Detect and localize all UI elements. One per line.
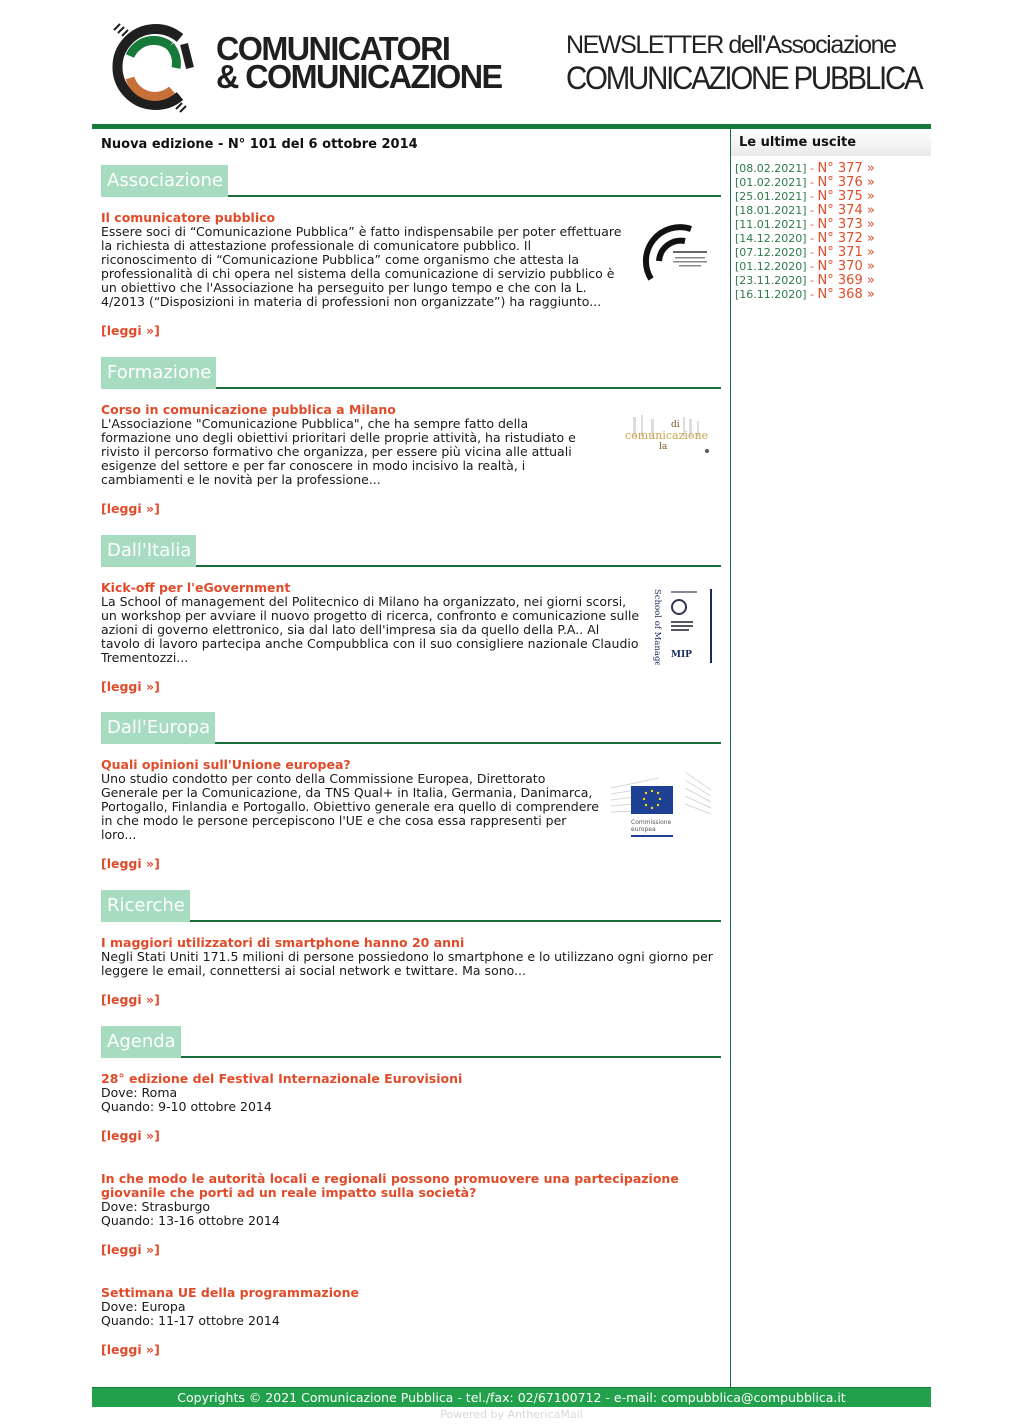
issue-number: N° 371 » — [817, 245, 875, 260]
issue-date: [01.02.2021] — [735, 176, 807, 189]
agenda-event — [101, 1072, 721, 1144]
brand-title — [216, 30, 502, 95]
article-title-link[interactable]: Corso in comunicazione pubblica a Milano — [101, 402, 396, 417]
issue-number: N° 369 » — [817, 273, 875, 288]
sidebar-title: Le ultime uscite — [731, 129, 931, 156]
event-location: Dove: Strasburgo — [101, 1199, 211, 1214]
event-date: Quando: 13-16 ottobre 2014 — [101, 1213, 280, 1228]
svg-text:Commissione: Commissione — [631, 819, 672, 826]
section-rule — [101, 1056, 721, 1058]
issue-list — [731, 156, 931, 300]
svg-text:School of Management: School of Management — [652, 589, 662, 665]
section-header — [101, 535, 721, 567]
footer-copyright: Copyrights © 2021 Comunicazione Pubblica - tel./fax: 02/67100712 - e-mail: compubblica@compubblica.it — [92, 1387, 931, 1407]
issue-date: [07.12.2020] — [735, 246, 807, 259]
read-more-link[interactable]: [leggi »] — [101, 679, 160, 694]
section-header — [101, 712, 721, 744]
article — [101, 581, 721, 695]
read-more-link[interactable]: [leggi »] — [101, 856, 160, 871]
newsletter-page — [92, 0, 931, 1421]
issue-date: [11.01.2021] — [735, 218, 807, 231]
school-of-management-logo-icon — [651, 587, 713, 665]
article-summary: L'Associazione "Comunicazione Pubblica", che ha sempre fatto della formazione uno degli obiettivi prioritari delle proprie attività, ha ristudiato e rivisto il percorso formativo che organizza, per essere più vicina alle attuali esigenze del settore e per far conoscere in modo incisivo la realtà, i cambiamenti e le novità per la professione... — [101, 416, 576, 487]
event-title-link[interactable]: In che modo le autorità locali e regionali possono promuovere una partecipazione giovanile che porti ad un reale impatto sulla società? — [101, 1171, 679, 1200]
section-title: Agenda — [101, 1026, 181, 1058]
event-location: Dove: Roma — [101, 1085, 178, 1100]
issue-number: N° 370 » — [817, 259, 875, 274]
event-title-link[interactable]: 28° edizione del Festival Internazionale Eurovisioni — [101, 1071, 463, 1086]
svg-text:la: la — [659, 442, 668, 452]
section-header — [101, 890, 721, 922]
comunicazione-pubblica-logo-icon — [639, 221, 713, 285]
read-more-link[interactable]: [leggi »] — [101, 501, 160, 516]
section-title: Formazione — [101, 357, 216, 389]
article-title-link[interactable]: Il comunicatore pubblico — [101, 210, 276, 225]
event-date: Quando: 9-10 ottobre 2014 — [101, 1099, 272, 1114]
circular-c-logo-icon — [110, 20, 196, 114]
european-commission-logo-icon — [609, 768, 713, 840]
section-formazione — [101, 357, 721, 517]
section-dall-europa — [101, 712, 721, 872]
newsletter-title — [566, 30, 952, 96]
issue-link[interactable]: [01.12.2020] - N° 370 » — [735, 259, 875, 274]
issue-number: N° 376 » — [817, 175, 875, 190]
event-date: Quando: 11-17 ottobre 2014 — [101, 1313, 280, 1328]
issue-date: [14.12.2020] — [735, 232, 807, 245]
agenda-event — [101, 1172, 721, 1258]
section-header — [101, 1026, 721, 1058]
issue-number: N° 375 » — [817, 189, 875, 204]
svg-text:di: di — [671, 420, 680, 430]
article-summary: La School of management del Politecnico di Milano ha organizzato, nei giorni scorsi, un workshop per avviare il nuovo progetto di ricerca, confronto e comunicazione sulle azioni di governo elettronico, sia dal lato dell'impresa sia da quello della P.A.. Al tavolo di lavoro partecipa anche Compubblica con il suo consigliere nazionale Claudio Trementozzi... — [101, 594, 640, 665]
section-header — [101, 165, 721, 197]
issue-date: [16.11.2020] — [735, 288, 807, 301]
sidebar-latest-issues — [730, 129, 931, 1387]
section-title: Dall'Italia — [101, 535, 196, 567]
newsletter-line-2: COMUNICAZIONE PUBBLICA — [566, 60, 922, 96]
event-title-link[interactable]: Settimana UE della programmazione — [101, 1285, 359, 1300]
brand-line-1: COMUNICATORI — [216, 30, 450, 67]
issue-number: N° 373 » — [817, 217, 875, 232]
svg-text:europea: europea — [631, 826, 656, 833]
brand-line-2: & COMUNICAZIONE — [216, 58, 502, 95]
agenda-event — [101, 1286, 721, 1358]
article-summary: Essere soci di “Comunicazione Pubblica” è fatto indispensabile per poter effettuare la richiesta di attestazione professionale di comunicatore pubblico. Il riconoscimento di “Comunicazione Pubblica” come organismo che attesta la professionalità di chi opera nel sistema della comunicazione di servizio pubblico è un obiettivo che l'Associazione ha perseguito per lungo tempo e che con la L. 4/2013 (“Disposizioni in materia di professioni non organizzate”) ha raggiunto... — [101, 224, 622, 309]
section-dall-italia — [101, 535, 721, 695]
read-more-link[interactable]: [leggi »] — [101, 1342, 160, 1357]
section-agenda — [101, 1026, 721, 1358]
article — [101, 403, 721, 517]
section-associazione — [101, 165, 721, 339]
section-title: Ricerche — [101, 890, 190, 922]
issue-link[interactable]: [07.12.2020] - N° 371 » — [735, 245, 875, 260]
issue-link[interactable]: [18.01.2021] - N° 374 » — [735, 203, 875, 218]
edition-title: Nuova edizione - N° 101 del 6 ottobre 2014 — [101, 137, 418, 152]
read-more-link[interactable]: [leggi »] — [101, 1128, 160, 1143]
issue-date: [01.12.2020] — [735, 260, 807, 273]
issue-date: [25.01.2021] — [735, 190, 807, 203]
issue-link[interactable]: [25.01.2021] - N° 375 » — [735, 189, 875, 204]
read-more-link[interactable]: [leggi »] — [101, 323, 160, 338]
article-title-link[interactable]: Quali opinioni sull'Unione europea? — [101, 757, 351, 772]
issue-number: N° 374 » — [817, 203, 875, 218]
article-summary: Uno studio condotto per conto della Commissione Europea, Direttorato Generale per la Comunicazione, da TNS Qual+ in Italia, Germania, Danimarca, Portogallo, Finlandia e Portogallo. Obiettivo generale era quello di comprendere in che modo le persone percepiscono l'UE e che cosa essa rappresenti per loro... — [101, 771, 599, 842]
article-title-link[interactable]: I maggiori utilizzatori di smartphone hanno 20 anni — [101, 935, 465, 950]
header — [92, 0, 931, 124]
issue-number: N° 377 » — [817, 161, 875, 176]
issue-number: N° 372 » — [817, 231, 875, 246]
issue-link[interactable]: [16.11.2020] - N° 368 » — [735, 287, 875, 302]
issue-date: [23.11.2020] — [735, 274, 807, 287]
section-ricerche — [101, 890, 721, 1008]
section-title: Dall'Europa — [101, 712, 215, 744]
article — [101, 936, 721, 1008]
section-title: Associazione — [101, 165, 228, 197]
article — [101, 758, 721, 872]
issue-link[interactable]: [14.12.2020] - N° 372 » — [735, 231, 875, 246]
issue-link[interactable]: [08.02.2021] - N° 377 » — [735, 161, 875, 176]
section-rule — [101, 920, 721, 922]
issue-link[interactable]: [01.02.2021] - N° 376 » — [735, 175, 875, 190]
section-header — [101, 357, 721, 389]
powered-by: Powered by AnthericaMail — [440, 1408, 583, 1421]
issue-link[interactable]: [23.11.2020] - N° 369 » — [735, 273, 875, 288]
article-title-link[interactable]: Kick-off per l'eGovernment — [101, 580, 291, 595]
issue-link[interactable]: [11.01.2021] - N° 373 » — [735, 217, 875, 232]
word-cloud-comunicazione-icon — [623, 411, 713, 455]
read-more-link[interactable]: [leggi »] — [101, 1242, 160, 1257]
svg-text:MIP: MIP — [671, 650, 692, 660]
article-summary: Negli Stati Uniti 171.5 milioni di persone possiedono lo smartphone e lo utilizzano ogni giorno per leggere le email, connettersi ai social network e twittare. Ma sono... — [101, 949, 713, 978]
svg-text:comunicazione: comunicazione — [625, 429, 709, 442]
issue-number: N° 368 » — [817, 287, 875, 302]
issue-date: [08.02.2021] — [735, 162, 807, 175]
article — [101, 211, 721, 339]
read-more-link[interactable]: [leggi »] — [101, 992, 160, 1007]
event-location: Dove: Europa — [101, 1299, 186, 1314]
newsletter-line-1: NEWSLETTER dell'Associazione — [566, 31, 896, 59]
issue-date: [18.01.2021] — [735, 204, 807, 217]
